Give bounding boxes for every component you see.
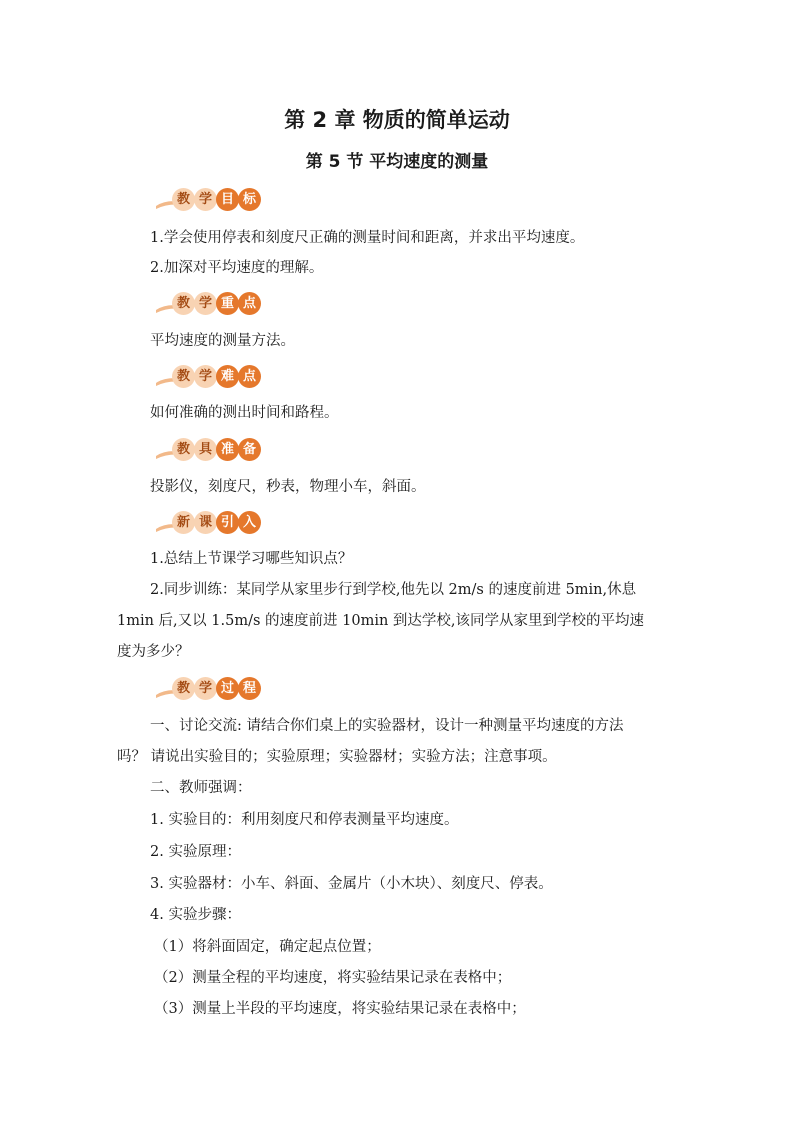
section-title: 第 5 节 平均速度的测量 <box>305 152 489 172</box>
header-char: 学 <box>194 677 217 700</box>
header-char: 重 <box>216 292 239 315</box>
header-teaching-goals <box>156 185 266 215</box>
intro-question-2: 1min 后,又以 1.5m/s 的速度前进 10min 到达学校,该同学从家里到学校的平均速 <box>117 613 645 629</box>
header-char: 点 <box>238 292 261 315</box>
experiment-step: （1）将斜面固定，确定起点位置； <box>154 939 381 955</box>
header-char: 教 <box>172 292 195 315</box>
header-lesson-intro <box>156 508 266 538</box>
intro-question-1: 1.总结上节课学习哪些知识点？ <box>150 551 353 567</box>
header-char: 课 <box>194 511 217 534</box>
header-char: 引 <box>216 511 239 534</box>
header-char: 点 <box>238 365 261 388</box>
header-teaching-tools <box>156 435 266 465</box>
header-char: 入 <box>238 511 261 534</box>
process-paragraph-1: 一、讨论交流: 请结合你们桌上的实验器材，设计一种测量平均速度的方法 <box>150 718 624 734</box>
experiment-item: 4. 实验步骤： <box>150 907 241 923</box>
process-paragraph-2: 二、教师强调： <box>150 780 252 796</box>
header-char: 新 <box>172 511 195 534</box>
process-paragraph-1: 吗？ 请说出实验目的；实验原理；实验器材；实验方法；注意事项。 <box>117 749 557 765</box>
tools-text: 投影仪，刻度尺，秒表，物理小车，斜面。 <box>150 479 426 495</box>
header-key-points <box>156 289 266 319</box>
header-char: 教 <box>172 438 195 461</box>
header-char: 学 <box>194 365 217 388</box>
header-char: 教 <box>172 677 195 700</box>
header-teaching-process <box>156 674 266 704</box>
header-char: 程 <box>238 677 261 700</box>
intro-question-2: 2.同步训练：某同学从家里步行到学校,他先以 2m/s 的速度前进 5min,休息 <box>150 582 637 598</box>
header-char: 标 <box>238 188 261 211</box>
header-char: 学 <box>194 188 217 211</box>
header-char: 学 <box>194 292 217 315</box>
header-char: 教 <box>172 365 195 388</box>
key-point-text: 平均速度的测量方法。 <box>150 333 295 349</box>
chapter-title: 第 2 章 物质的简单运动 <box>284 108 510 132</box>
header-char: 准 <box>216 438 239 461</box>
experiment-item: 1. 实验目的：利用刻度尺和停表测量平均速度。 <box>150 812 459 828</box>
header-difficult-points <box>156 362 266 392</box>
goal-line: 2.加深对平均速度的理解。 <box>150 260 324 276</box>
difficult-point-text: 如何准确的测出时间和路程。 <box>150 405 339 421</box>
experiment-item: 2. 实验原理： <box>150 844 241 860</box>
goal-line: 1.学会使用停表和刻度尺正确的测量时间和距离，并求出平均速度。 <box>150 230 585 246</box>
experiment-step: （2）测量全程的平均速度，将实验结果记录在表格中； <box>154 970 512 986</box>
experiment-step: （3）测量上半段的平均速度，将实验结果记录在表格中； <box>154 1001 526 1017</box>
header-char: 目 <box>216 188 239 211</box>
header-char: 过 <box>216 677 239 700</box>
header-char: 具 <box>194 438 217 461</box>
header-char: 教 <box>172 188 195 211</box>
intro-question-2: 度为多少？ <box>117 644 190 660</box>
header-char: 难 <box>216 365 239 388</box>
experiment-item: 3. 实验器材：小车、斜面、金属片（小木块）、刻度尺、停表。 <box>150 876 553 892</box>
header-char: 备 <box>238 438 261 461</box>
